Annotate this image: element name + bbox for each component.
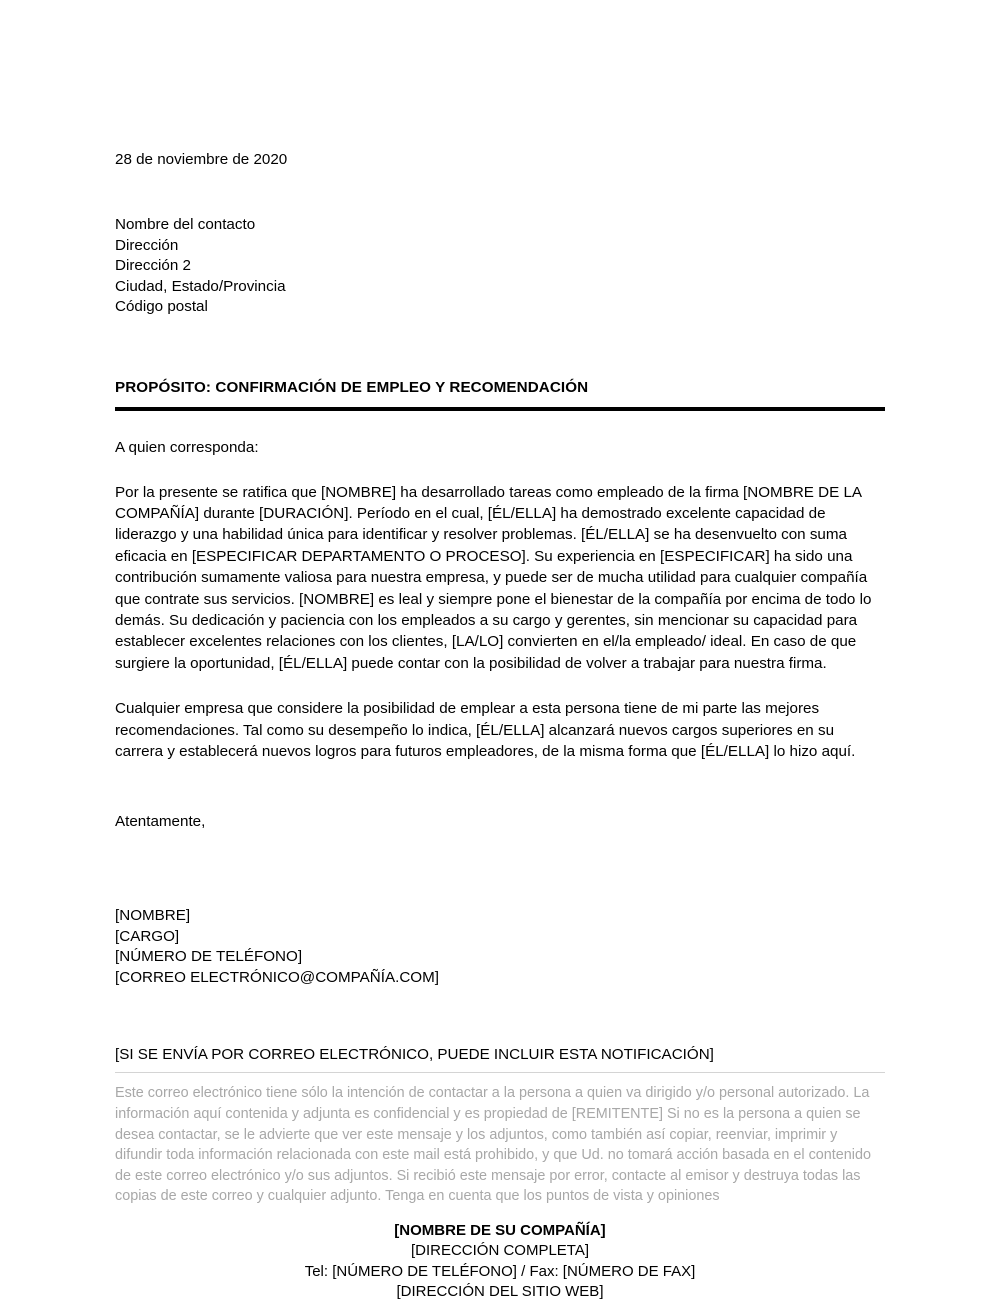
footer-contact: Tel: [NÚMERO DE TELÉFONO] / Fax: [NÚMERO DE FAX] (304, 1262, 696, 1280)
body-paragraph: Cualquier empresa que considere la posibilidad de emplear a esta persona tiene de mi parte las mejores recomendaciones. Tal como su desempeño lo indica, [ÉL/ELLA] alcanzará nuevos cargos superiores en su carrera y establecerá nuevos logros para futuros empleadores, de la misma forma que [ÉL/ELLA] lo hizo aquí. (115, 700, 856, 760)
signature-block (115, 906, 885, 988)
recipient-line: Dirección (115, 236, 179, 254)
recipient-line: Código postal (115, 298, 208, 315)
document-body (115, 0, 885, 1303)
salutation: A quien corresponda: (115, 438, 259, 456)
notification-divider (115, 1072, 885, 1073)
closing-line: Atentamente, (115, 813, 206, 831)
footer-company-name: [NOMBRE DE SU COMPAÑÍA] (394, 1221, 606, 1239)
signature-line: [NÚMERO DE TELÉFONO] (115, 948, 303, 966)
footer-website: [DIRECCIÓN DEL SITIO WEB] (396, 1283, 604, 1301)
confidentiality-disclaimer: Este correo electrónico tiene sólo la intención de contactar a la persona a quien va dirigido y/o personal autorizado. La información aquí contenida y adjunta es confidencial y es propiedad de [REMITENTE] Si no es la persona a quien se desea contactar, se le advierte que ver este mensaje y los adjuntos, como también así copiar, reenviar, imprimir y difundir toda información relacionada con este mail está prohibido, y que Ud. no tomará acción basada en el contenido de este correo electrónico y/o sus adjuntos. Si recibió este mensaje por error, contacte al emisor y destruya todas las copias de este correo y cualquier adjunto. Tenga en cuenta que los puntos de vista y opiniones (115, 1085, 871, 1205)
recipient-line: Nombre del contacto (115, 216, 256, 233)
footer-address: [DIRECCIÓN COMPLETA] (410, 1242, 590, 1260)
notification-heading: [SI SE ENVÍA POR CORREO ELECTRÓNICO, PUEDE INCLUIR ESTA NOTIFICACIÓN] (115, 1046, 714, 1064)
recipient-address-block (115, 215, 885, 318)
heading-divider (115, 407, 885, 411)
recipient-line: Ciudad, Estado/Provincia (115, 277, 286, 295)
signature-line: [CORREO ELECTRÓNICO@COMPAÑÍA.COM] (115, 968, 439, 986)
purpose-heading: PROPÓSITO: CONFIRMACIÓN DE EMPLEO Y RECOMENDACIÓN (115, 378, 589, 396)
company-footer (115, 1221, 885, 1303)
letter-date: 28 de noviembre de 2020 (115, 151, 288, 168)
signature-line: [NOMBRE] (115, 907, 191, 925)
body-paragraph: Por la presente se ratifica que [NOMBRE] ha desarrollado tareas como empleado de la firma [NOMBRE DE LA COMPAÑÍA] durante [DURACIÓN]. Período en el cual, [ÉL/ELLA] ha demostrado excelente capacidad de liderazgo y una habilidad única para identificar y resolver problemas. [ÉL/ELLA] se ha desenvuelto con suma eficacia en [ESPECIFICAR DEPARTAMENTO O PROCESO]. Su experiencia en [ESPECIFICAR] ha sido una contribución sumamente valiosa para nuestra empresa, y puede ser de mucha utilidad para cualquier compañía que contrate sus servicios. [NOMBRE] es leal y siempre pone el bienestar de la compañía por encima de todo lo demás. Su dedicación y paciencia con los empleados a su cargo y gerentes, sin mencionar su capacidad para establecer excelentes relaciones con los clientes, [LA/LO] convierten en el/la empleado/ ideal. En caso de que surgiere la oportunidad, [ÉL/ELLA] puede contar con la posibilidad de volver a trabajar para nuestra firma. (115, 483, 872, 672)
signature-line: [CARGO] (115, 927, 180, 945)
recipient-line: Dirección 2 (115, 257, 191, 274)
